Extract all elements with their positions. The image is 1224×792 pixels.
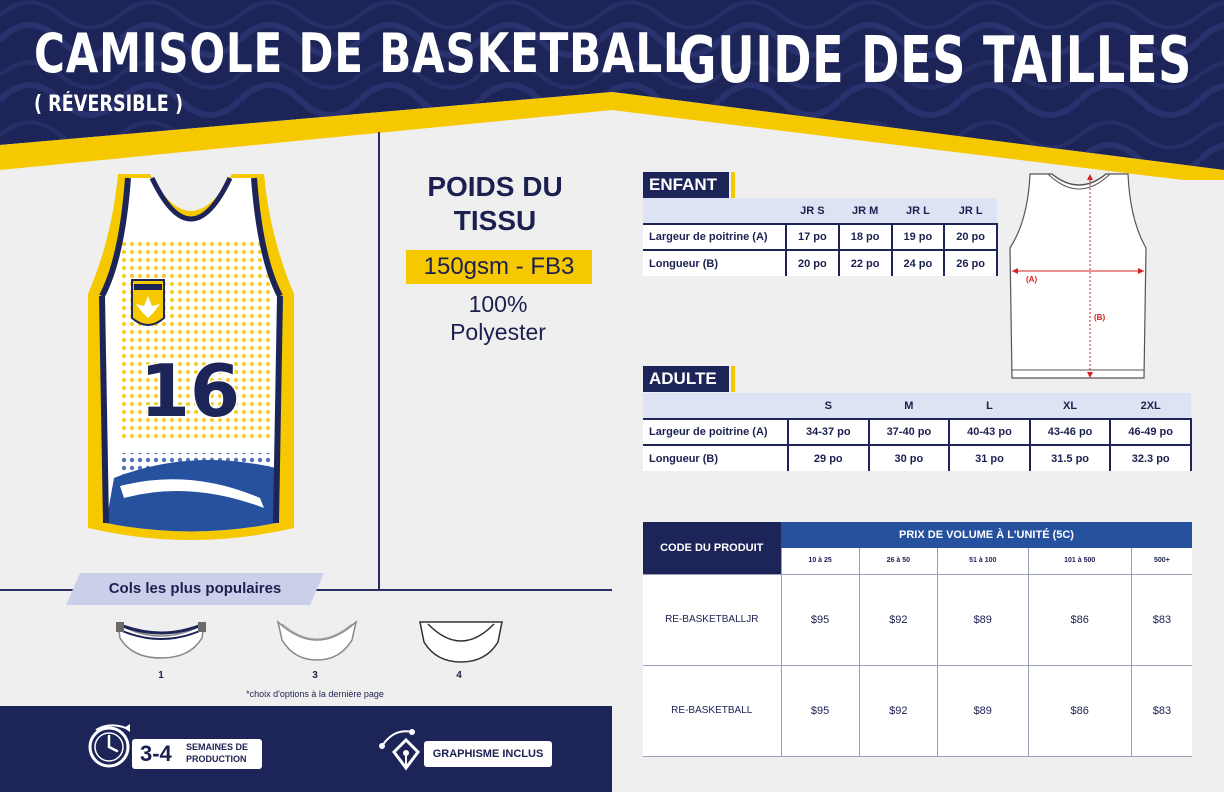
table-row	[643, 224, 997, 250]
footer-bar	[0, 706, 612, 792]
size-value: 29 po	[788, 445, 869, 471]
collar-round-icon	[270, 618, 364, 664]
price-value: $92	[859, 665, 937, 756]
size-value: 24 po	[892, 250, 945, 276]
collar-wide-icon	[414, 618, 508, 664]
lead-time-number: 3-4	[140, 741, 172, 766]
adulte-tag: ADULTE	[643, 366, 729, 392]
size-value: 46-49 po	[1110, 419, 1191, 445]
size-header: L	[949, 393, 1030, 419]
size-value: 20 po	[786, 250, 839, 276]
row-label: Longueur (B)	[643, 445, 788, 471]
size-value: 31 po	[949, 445, 1030, 471]
row-label: Longueur (B)	[643, 250, 786, 276]
fabric-weight-badge: 150gsm - FB3	[406, 250, 592, 284]
adulte-size-table	[643, 393, 1192, 471]
size-header: JR L	[892, 198, 945, 224]
row-label: Largeur de poitrine (A)	[643, 419, 788, 445]
tier-header: 26 à 50	[859, 548, 937, 574]
table-row	[643, 445, 1191, 471]
size-value: 19 po	[892, 224, 945, 250]
enfant-size-table	[643, 198, 998, 276]
composition-material: Polyester	[450, 319, 546, 345]
size-value: 26 po	[944, 250, 997, 276]
price-value: $86	[1028, 574, 1131, 665]
size-guide-title: GUIDE DES TAILLES	[678, 24, 1192, 98]
table-row	[643, 665, 1192, 756]
table-row	[643, 574, 1192, 665]
price-value: $89	[937, 665, 1028, 756]
header	[0, 0, 1224, 180]
size-value: 37-40 po	[869, 419, 950, 445]
diagram-label-b: (B)	[1094, 313, 1106, 322]
size-header: JR S	[786, 198, 839, 224]
product-code-header: CODE DU PRODUIT	[643, 522, 781, 574]
composition-percent: 100%	[468, 291, 528, 317]
fabric-composition	[390, 290, 606, 346]
vertical-divider	[378, 132, 380, 590]
tier-header: 500+	[1131, 548, 1192, 574]
tier-header: 101 à 500	[1028, 548, 1131, 574]
size-header: XL	[1030, 393, 1111, 419]
size-header: JR M	[839, 198, 892, 224]
collars-banner	[66, 573, 324, 605]
main-title: CAMISOLE DE BASKETBALL	[34, 22, 691, 85]
size-value: 34-37 po	[788, 419, 869, 445]
volume-price-table	[643, 522, 1192, 757]
size-header: S	[788, 393, 869, 419]
tier-header: 51 à 100	[937, 548, 1028, 574]
size-value: 40-43 po	[949, 419, 1030, 445]
fabric-weight-title: POIDS DU TISSU	[427, 171, 563, 236]
tier-header: 10 à 25	[781, 548, 859, 574]
graphics-included-badge: GRAPHISME INCLUS	[424, 741, 552, 767]
volume-price-header: PRIX DE VOLUME À L'UNITÉ (5C)	[781, 522, 1192, 548]
price-value: $83	[1131, 574, 1192, 665]
size-value: 30 po	[869, 445, 950, 471]
collar-number-3: 3	[312, 670, 318, 681]
collar-number-1: 1	[158, 670, 164, 681]
price-value: $92	[859, 574, 937, 665]
measurement-diagram	[1004, 170, 1154, 382]
size-header: M	[869, 393, 950, 419]
product-code: RE-BASKETBALLJR	[643, 574, 781, 665]
diagram-label-a: (A)	[1026, 275, 1038, 284]
size-value: 20 po	[944, 224, 997, 250]
price-value: $83	[1131, 665, 1192, 756]
collar-trim-icon	[114, 618, 208, 664]
enfant-tag: ENFANT	[643, 172, 729, 198]
price-value: $95	[781, 665, 859, 756]
jersey-number: 16	[139, 349, 241, 433]
row-label: Largeur de poitrine (A)	[643, 224, 786, 250]
collar-number-4: 4	[456, 670, 462, 681]
size-value: 32.3 po	[1110, 445, 1191, 471]
table-row	[643, 250, 997, 276]
clock-icon	[86, 720, 136, 770]
jersey-image	[80, 168, 302, 553]
main-subtitle: ( RÉVERSIBLE )	[34, 92, 183, 117]
pen-tool-icon	[376, 724, 430, 772]
price-value: $86	[1028, 665, 1131, 756]
price-value: $95	[781, 574, 859, 665]
size-header: JR L	[944, 198, 997, 224]
size-header: 2XL	[1110, 393, 1191, 419]
size-value: 43-46 po	[1030, 419, 1111, 445]
lead-time-text: SEMAINES DE PRODUCTION	[186, 742, 249, 764]
product-code: RE-BASKETBALL	[643, 665, 781, 756]
size-value: 17 po	[786, 224, 839, 250]
collars-note: *choix d'options à la dernière page	[246, 689, 384, 699]
price-value: $89	[937, 574, 1028, 665]
collars-title: Cols les plus populaires	[108, 580, 282, 597]
table-row	[643, 419, 1191, 445]
size-value: 22 po	[839, 250, 892, 276]
size-value: 31.5 po	[1030, 445, 1111, 471]
size-value: 18 po	[839, 224, 892, 250]
